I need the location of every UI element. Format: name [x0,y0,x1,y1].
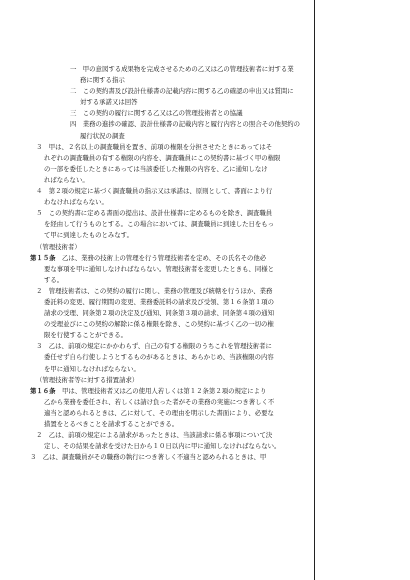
text-line: ればならない。 [44,175,89,184]
text-line: わなければならない。 [44,198,108,207]
text-line: 適当と認められるときは、乙に対して、その理由を明示した書面により、必要な [44,408,274,417]
text-line: 一 甲の意図する成果物を完成させるための乙又は乙の管理技術者に対する業 [70,65,294,73]
text-line: 二 この契約書及び設計仕様書の記載内容に関する乙の確認の申出又は質問に [70,87,294,96]
text-line: ３ 甲は、２名以上の調査職員を置き、前項の権限を分担させたときにあってはそ [36,142,273,151]
text-line: て甲に到達したものとみなす。 [44,231,133,240]
text-line: する。 [44,275,64,284]
text-line: 委託料の変更、履行期間の変更、業務委託料の請求及び受領、第１６条第１項の [44,297,275,306]
text-line: 乙から業務を委任され、若しくは請け負った者がその業務の実施につき著しく不 [44,397,275,406]
text-line: 三 この契約の履行に関する乙又は乙の管理技術者との協議 [70,109,243,118]
text-line: 四 業務の進捗の確認、設計仕様書の記載内容と履行内容との照合その他契約の [70,120,301,129]
text-line: （管理技術者） [36,242,81,251]
line-text: 乙は、業務の技術上の管理を行う管理技術者を定め、その氏名その他必 [55,253,267,262]
margin-rule [314,0,315,580]
text-line: ５ この契約書に定める書面の提出は、設計仕様書に定めるものを除き、調査職員 [36,209,273,218]
line-text: 甲は、管理技術者又は乙の使用人若しくは第１２条第２項の規定により [55,386,267,395]
text-line: 限を行使することができる。 [44,331,128,340]
article-number: 第１５条 [30,253,56,262]
text-line [30,253,314,264]
text-line: 委任せず自ら行使しようとするものがあるときは、あらかじめ、当該権限の内容 [44,353,274,362]
text-line: 務に関する指示 [80,76,125,85]
text-line: 定し、その結果を請求を受けた日から１０日以内に甲に通知しなければならない。 [44,442,281,451]
document-body [30,64,314,463]
text-line: （管理技術者等に対する措置請求） [36,375,139,384]
text-line: れぞれの調査職員の有する権限の内容を、調査職員にこの契約書に基づく甲の権限 [44,153,281,162]
text-line: 履行状況の調査 [80,131,125,140]
article-number: 第１６条 [30,386,56,395]
text-line: の受理並びにこの契約の解除に係る権限を除き、この契約に基づく乙の一切の権 [44,320,274,329]
text-line: 措置をとるべきことを請求することができる。 [44,420,179,428]
text-line [30,386,314,397]
text-line: を経由して行うものとする。この場合においては、調査職員に到達した日をもっ [44,220,275,229]
text-line: の一部を委任したときにあっては当該委任した権限の内容を、乙に通知しなけ [44,164,268,173]
text-line: ３ 乙は、調査職員がその職務の執行につき著しく不適当と認められるときは、甲 [30,453,267,462]
text-line: ２ 管理技術者は、この契約の履行に関し、業務の管理及び統轄を行うほか、業務 [36,286,273,295]
text-line: ３ 乙は、前項の規定にかかわらず、自己の有する権限のうちこれを管理技術者に [36,342,272,351]
text-line: ４ 第２項の規定に基づく調査職員の指示又は承諾は、原則として、書面により行 [36,187,273,196]
text-line: ２ 乙は、前項の規定による請求があったときは、当該請求に係る事項について決 [36,431,273,440]
text-line: を甲に通知しなければならない。 [44,364,140,373]
text-line: 要な事項を甲に通知しなければならない。管理技術者を変更したときも、同様と [44,264,275,273]
text-line: 対する承諾又は回答 [80,98,138,107]
text-line: 請求の受理、同条第２項の決定及び通知、同条第３項の請求、同条第４項の通知 [44,309,275,318]
